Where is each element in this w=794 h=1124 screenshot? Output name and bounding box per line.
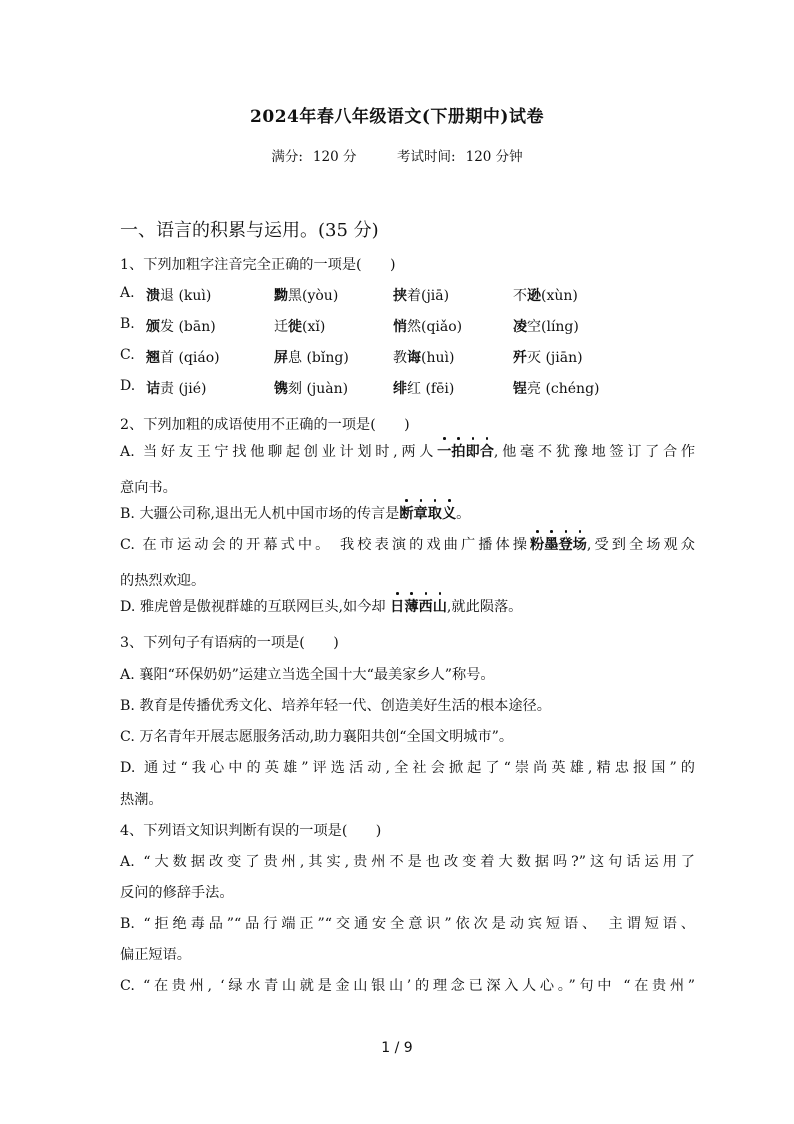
bold-character: 颁 xyxy=(146,319,160,335)
pinyin-item: 屏息 (bǐng) xyxy=(274,350,349,366)
pinyin-item: 不逊(xùn) xyxy=(513,288,578,304)
q4-option-b-cont: 偏正短语。 xyxy=(120,947,191,963)
option-letter: D. xyxy=(120,378,136,394)
q3-option-b: B. 教育是传播优秀文化、培养年轻一代、创造美好生活的根本途径。 xyxy=(120,698,551,714)
q3-option-c: C. 万名青年开展志愿服务活动,助力襄阳共创“全国文明城市”。 xyxy=(120,729,514,745)
bold-character: 屏 xyxy=(274,350,288,366)
pinyin-item: 翘首 (qiáo) xyxy=(146,350,220,366)
pinyin-item: 锃亮 (chéng) xyxy=(513,381,600,397)
section-heading: 一、语言的积累与运用。(35 分) xyxy=(120,220,379,241)
pinyin-item: 黝黑(yòu) xyxy=(274,288,339,304)
page-number: 1 / 9 xyxy=(381,1040,413,1056)
bold-character: 镌 xyxy=(274,381,288,397)
bold-character: 凌 xyxy=(513,319,527,335)
q2-option-d: D. 雅虎曾是傲视群雄的互联网巨头,如今却 日薄西山,就此陨落。 xyxy=(120,596,695,616)
option-letter: C. xyxy=(120,347,135,363)
bold-character: 诘 xyxy=(146,381,160,397)
pinyin-item: 凌空(líng) xyxy=(513,319,579,335)
page-title: 2024年春八年级语文(下册期中)试卷 xyxy=(250,107,544,127)
bold-character: 锃 xyxy=(513,381,527,397)
q4-option-a-cont: 反问的修辞手法。 xyxy=(120,885,234,901)
q2-c-idiom: 粉墨登场 xyxy=(530,537,587,553)
pinyin-item: 挟着(jiā) xyxy=(393,288,450,304)
q2-a-idiom: 一拍即合 xyxy=(437,444,494,460)
q2-option-c-cont: 的热烈欢迎。 xyxy=(120,573,206,589)
bold-character: 悄 xyxy=(393,319,407,335)
q2-d-idiom: 日薄西山 xyxy=(390,599,447,615)
q3-option-a: A. 襄阳“环保奶奶”运建立当选全国十大“最美家乡人”称号。 xyxy=(120,667,495,683)
pinyin-item: 教诲(huì) xyxy=(393,350,455,366)
bold-character: 绯 xyxy=(393,381,407,397)
bold-character: 徙 xyxy=(288,319,302,335)
q2-option-b: B. 大疆公司称,退出无人机中国市场的传言是断章取义。 xyxy=(120,503,695,523)
pinyin-item: 诘责 (jié) xyxy=(146,381,207,397)
bold-character: 黝 xyxy=(274,288,288,304)
bold-character: 歼 xyxy=(513,350,527,366)
pinyin-item: 颁发 (bān) xyxy=(146,319,216,335)
pinyin-item: 溃退 (kuì) xyxy=(146,288,212,304)
score-label: 满分: xyxy=(271,149,303,165)
exam-info xyxy=(0,145,794,165)
score-value: 120 分 xyxy=(312,149,357,165)
option-letter: A. xyxy=(120,285,135,301)
bold-character: 挟 xyxy=(393,288,407,304)
option-letter: B. xyxy=(120,316,135,332)
q1-stem: 1、下列加粗字注音完全正确的一项是( ) xyxy=(120,257,396,273)
time-label: 考试时间: xyxy=(397,149,456,165)
bold-character: 翘 xyxy=(146,350,160,366)
q2-option-a: A. 当好友王宁找他聊起创业计划时,两人一拍即合,他毫不犹豫地签订了合作 xyxy=(120,441,695,461)
time-value: 120 分钟 xyxy=(465,149,523,165)
q2-b-idiom: 断章取义 xyxy=(399,506,456,522)
q2-stem: 2、下列加粗的成语使用不正确的一项是( ) xyxy=(120,417,410,433)
q3-option-d: D. 通过“我心中的英雄”评选活动,全社会掀起了“崇尚英雄,精忠报国”的 xyxy=(120,760,695,776)
q4-option-a: A. “大数据改变了贵州,其实,贵州不是也改变着大数据吗?”这句话运用了 xyxy=(120,854,695,870)
q4-option-b: B. “拒绝毒品”“品行端正”“交通安全意识”依次是动宾短语、 主谓短语、 xyxy=(120,916,695,932)
q4-stem: 4、下列语文知识判断有误的一项是( ) xyxy=(120,823,382,839)
q3-option-d-cont: 热潮。 xyxy=(120,792,163,808)
q2-option-a-cont: 意向书。 xyxy=(120,480,177,496)
pinyin-item: 歼灭 (jiān) xyxy=(513,350,583,366)
bold-character: 诲 xyxy=(407,350,421,366)
pinyin-item: 迁徙(xǐ) xyxy=(274,319,326,335)
q2-option-c: C. 在市运动会的开幕式中。 我校表演的戏曲广播体操粉墨登场,受到全场观众 xyxy=(120,534,695,554)
bold-character: 溃 xyxy=(146,288,160,304)
pinyin-item: 悄然(qiǎo) xyxy=(393,319,463,335)
pinyin-item: 绯红 (fēi) xyxy=(393,381,455,397)
q4-option-c: C. “在贵州, ‘绿水青山就是金山银山’的理念已深入人心。”句中 “在贵州” xyxy=(120,978,695,994)
q3-stem: 3、下列句子有语病的一项是( ) xyxy=(120,635,339,651)
pinyin-item: 镌刻 (juàn) xyxy=(274,381,349,397)
bold-character: 逊 xyxy=(527,288,541,304)
